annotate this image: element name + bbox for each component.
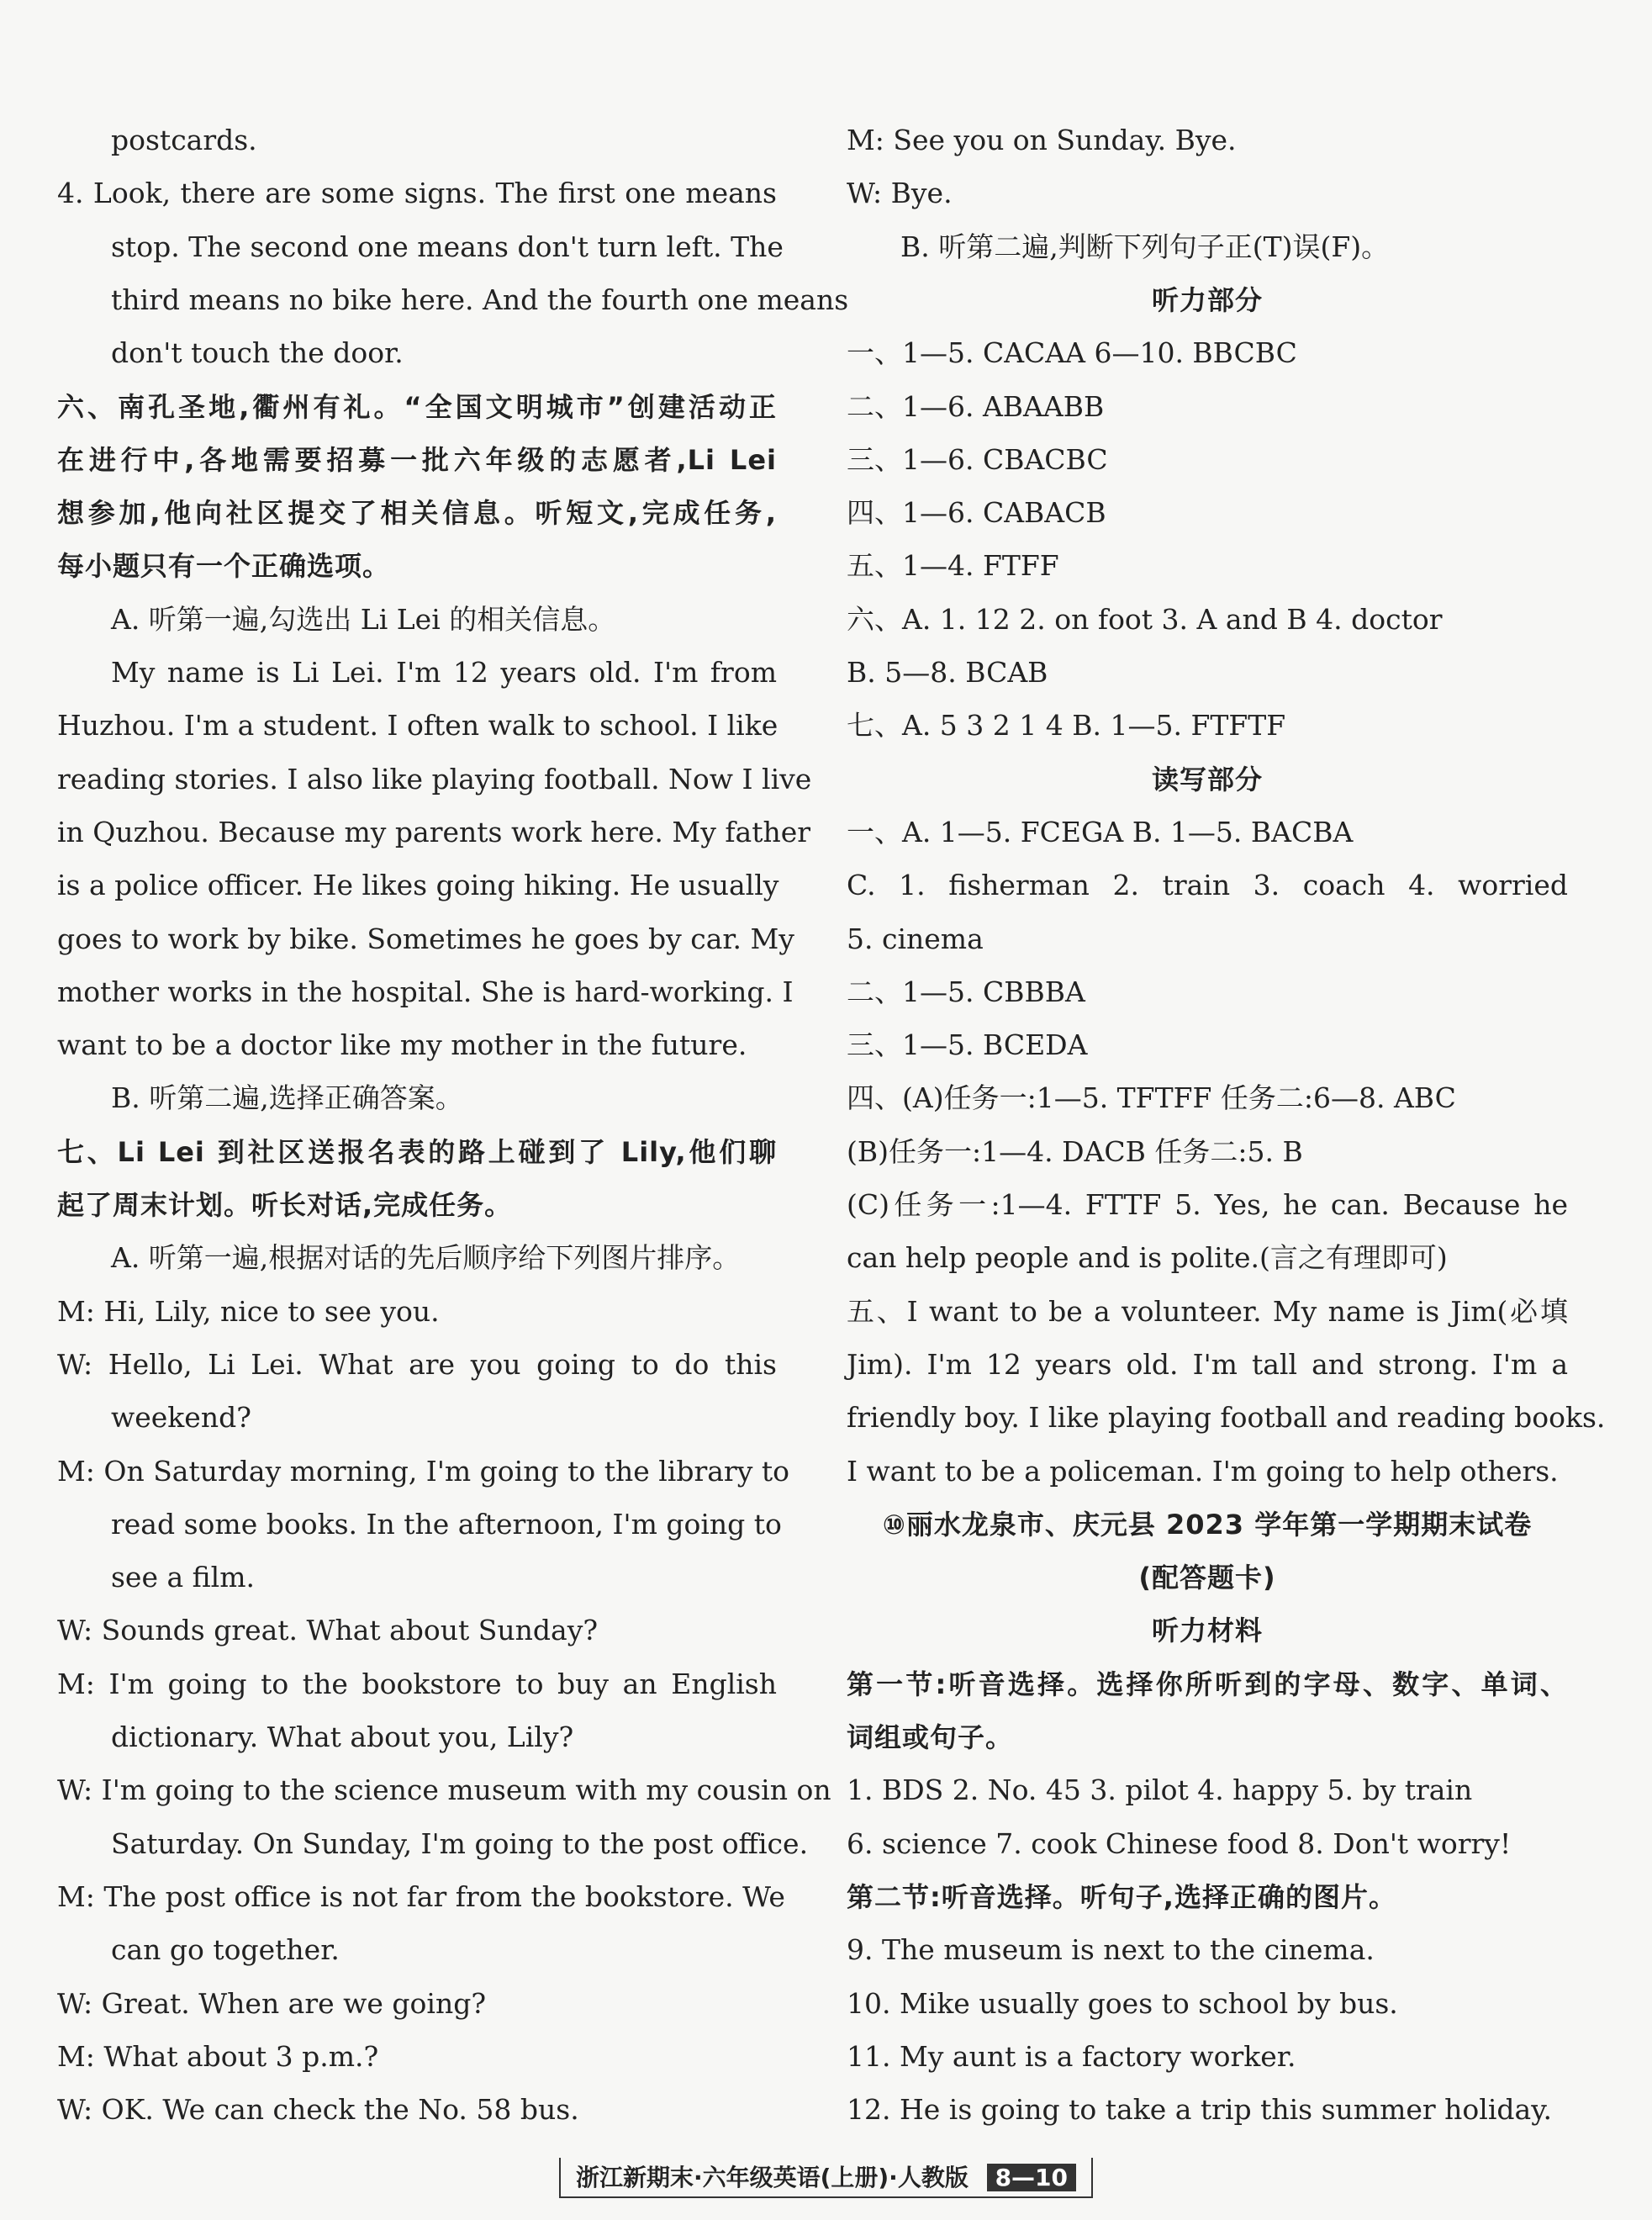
left-text-line: 六、南孔圣地,衢州有礼。“全国文明城市”创建活动正 <box>57 390 777 423</box>
right-text-line: (配答题卡) <box>1138 1562 1276 1594</box>
left-text-line: don't touch the door. <box>111 336 404 370</box>
right-text-line: 二、1—5. CBBBA <box>847 975 1085 1008</box>
left-text-line: My name is Li Lei. I'm 12 years old. I'm from <box>111 656 777 689</box>
left-text-line: W: OK. We can check the No. 58 bus. <box>57 2093 579 2127</box>
right-text-line: 六、A. 1. 12 2. on foot 3. A and B 4. doctor <box>847 602 1443 636</box>
right-text-line: 三、1—5. BCEDA <box>847 1028 1088 1062</box>
right-text-line: 6. science 7. cook Chinese food 8. Don't worry! <box>847 1826 1512 1860</box>
right-text-line: 四、1—6. CABACB <box>847 496 1106 530</box>
left-text-line: W: I'm going to the science museum with my cousin on <box>57 1773 831 1807</box>
right-text-line: I want to be a policeman. I'm going to help others. <box>847 1454 1559 1488</box>
right-text-line: can help people and is polite.(言之有理即可) <box>847 1241 1448 1275</box>
left-text-line: M: I'm going to the bookstore to buy an English <box>57 1667 777 1700</box>
left-text-line: 4. Look, there are some signs. The first one means <box>57 177 777 210</box>
right-text-line: 五、1—4. FTFF <box>847 549 1059 583</box>
left-text-line: 想参加,他向社区提交了相关信息。听短文,完成任务, <box>57 497 777 530</box>
right-text-line: B. 5—8. BCAB <box>847 656 1048 689</box>
left-text-line: reading stories. I also like playing football. Now I live <box>57 762 812 796</box>
left-text-line: can go together. <box>111 1933 340 1967</box>
right-text-line: 四、(A)任务一:1—5. TFTFF 任务二:6—8. ABC <box>847 1081 1456 1115</box>
left-text-line: W: Great. When are we going? <box>57 1986 487 2020</box>
left-text-line: W: Hello, Li Lei. What are you going to do this <box>57 1347 777 1381</box>
right-text-line: 七、A. 5 3 2 1 4 B. 1—5. FTFTF <box>847 709 1286 743</box>
left-text-line: Saturday. On Sunday, I'm going to the post office. <box>111 1826 809 1860</box>
right-text-line: 11. My aunt is a factory worker. <box>847 2039 1296 2073</box>
right-text-line: 12. He is going to take a trip this summer holiday. <box>847 2093 1552 2127</box>
left-text-line: is a police officer. He likes going hiking. He usually <box>57 869 779 902</box>
right-text-line: B. 听第二遍,判断下列句子正(T)误(F)。 <box>900 230 1390 263</box>
left-text-line: M: What about 3 p.m.? <box>57 2039 379 2073</box>
right-text-line: 五、I want to be a volunteer. My name is Jim(必填 <box>847 1294 1568 1328</box>
left-text-line: 在进行中,各地需要招募一批六年级的志愿者,Li Lei <box>57 443 777 476</box>
right-text-line: 词组或句子。 <box>847 1721 1014 1753</box>
page-footer <box>0 2158 1652 2198</box>
right-text-line: 第一节:听音选择。选择你所听到的字母、数字、单词、 <box>847 1668 1568 1700</box>
left-text-line: in Quzhou. Because my parents work here. My father <box>57 815 811 848</box>
right-text-line: friendly boy. I like playing football and reading books. <box>847 1401 1606 1435</box>
right-text-line: 一、1—5. CACAA 6—10. BBCBC <box>847 336 1297 370</box>
left-text-line: weekend? <box>111 1401 251 1435</box>
right-text-line: 听力部分 <box>1151 283 1263 316</box>
right-text-line: 读写部分 <box>1151 763 1263 796</box>
page-number: 8—10 <box>987 2164 1076 2191</box>
left-text-line: 每小题只有一个正确选项。 <box>57 550 391 583</box>
footer-box <box>559 2158 1093 2198</box>
right-text-line: (B)任务一:1—4. DACB 任务二:5. B <box>847 1134 1303 1168</box>
right-text-line: 二、1—6. ABAABB <box>847 389 1105 423</box>
right-text-line: 1. BDS 2. No. 45 3. pilot 4. happy 5. by train <box>847 1773 1473 1807</box>
right-text-line: 5. cinema <box>847 922 984 955</box>
left-text-line: A. 听第一遍,勾选出 Li Lei 的相关信息。 <box>111 602 616 636</box>
left-text-line: read some books. In the afternoon, I'm going to <box>111 1507 782 1541</box>
left-text-line: M: The post office is not far from the bookstore. We <box>57 1879 785 1913</box>
left-text-line: Huzhou. I'm a student. I often walk to school. I like <box>57 709 778 743</box>
left-text-line: mother works in the hospital. She is hard-working. I <box>57 975 794 1008</box>
left-text-line: see a film. <box>111 1561 255 1594</box>
right-text-line: 10. Mike usually goes to school by bus. <box>847 1986 1398 2020</box>
right-text-line: 9. The museum is next to the cinema. <box>847 1933 1375 1967</box>
left-text-line: dictionary. What about you, Lily? <box>111 1720 574 1753</box>
right-text-line: 听力材料 <box>1151 1615 1263 1647</box>
left-text-line: W: Sounds great. What about Sunday? <box>57 1614 599 1647</box>
right-text-line: C. 1. fisherman 2. train 3. coach 4. worried <box>847 869 1568 902</box>
left-text-line: M: On Saturday morning, I'm going to the library to <box>57 1454 789 1488</box>
left-text-line: goes to work by bike. Sometimes he goes by car. My <box>57 922 794 955</box>
right-text-line: ⑩丽水龙泉市、庆元县 2023 学年第一学期期末试卷 <box>882 1508 1533 1541</box>
right-text-line: 三、1—6. CBACBC <box>847 442 1108 476</box>
right-text-line: Jim). I'm 12 years old. I'm tall and strong. I'm a <box>847 1347 1568 1381</box>
left-text-line: third means no bike here. And the fourth one means <box>111 283 849 316</box>
left-text-line: stop. The second one means don't turn left. The <box>111 230 784 263</box>
right-text-line: 第二节:听音选择。听句子,选择正确的图片。 <box>847 1880 1396 1913</box>
right-text-line: M: See you on Sunday. Bye. <box>847 124 1237 156</box>
left-text-line: postcards. <box>111 124 257 156</box>
right-text-line: 一、A. 1—5. FCEGA B. 1—5. BACBA <box>847 815 1354 848</box>
footer-title: 浙江新期末·六年级英语(上册)·人教版 <box>575 2164 969 2191</box>
right-text-line: (C)任务一:1—4. FTTF 5. Yes, he can. Because he <box>847 1188 1568 1221</box>
left-text-line: 七、Li Lei 到社区送报名表的路上碰到了 Lily,他们聊 <box>57 1135 777 1168</box>
left-text-line: A. 听第一遍,根据对话的先后顺序给下列图片排序。 <box>111 1241 741 1275</box>
right-text-line: W: Bye. <box>847 177 953 210</box>
left-text-line: want to be a doctor like my mother in the future. <box>57 1028 747 1062</box>
left-text-line: M: Hi, Lily, nice to see you. <box>57 1294 440 1328</box>
left-text-line: B. 听第二遍,选择正确答案。 <box>111 1081 463 1115</box>
left-text-line: 起了周末计划。听长对话,完成任务。 <box>57 1189 513 1221</box>
